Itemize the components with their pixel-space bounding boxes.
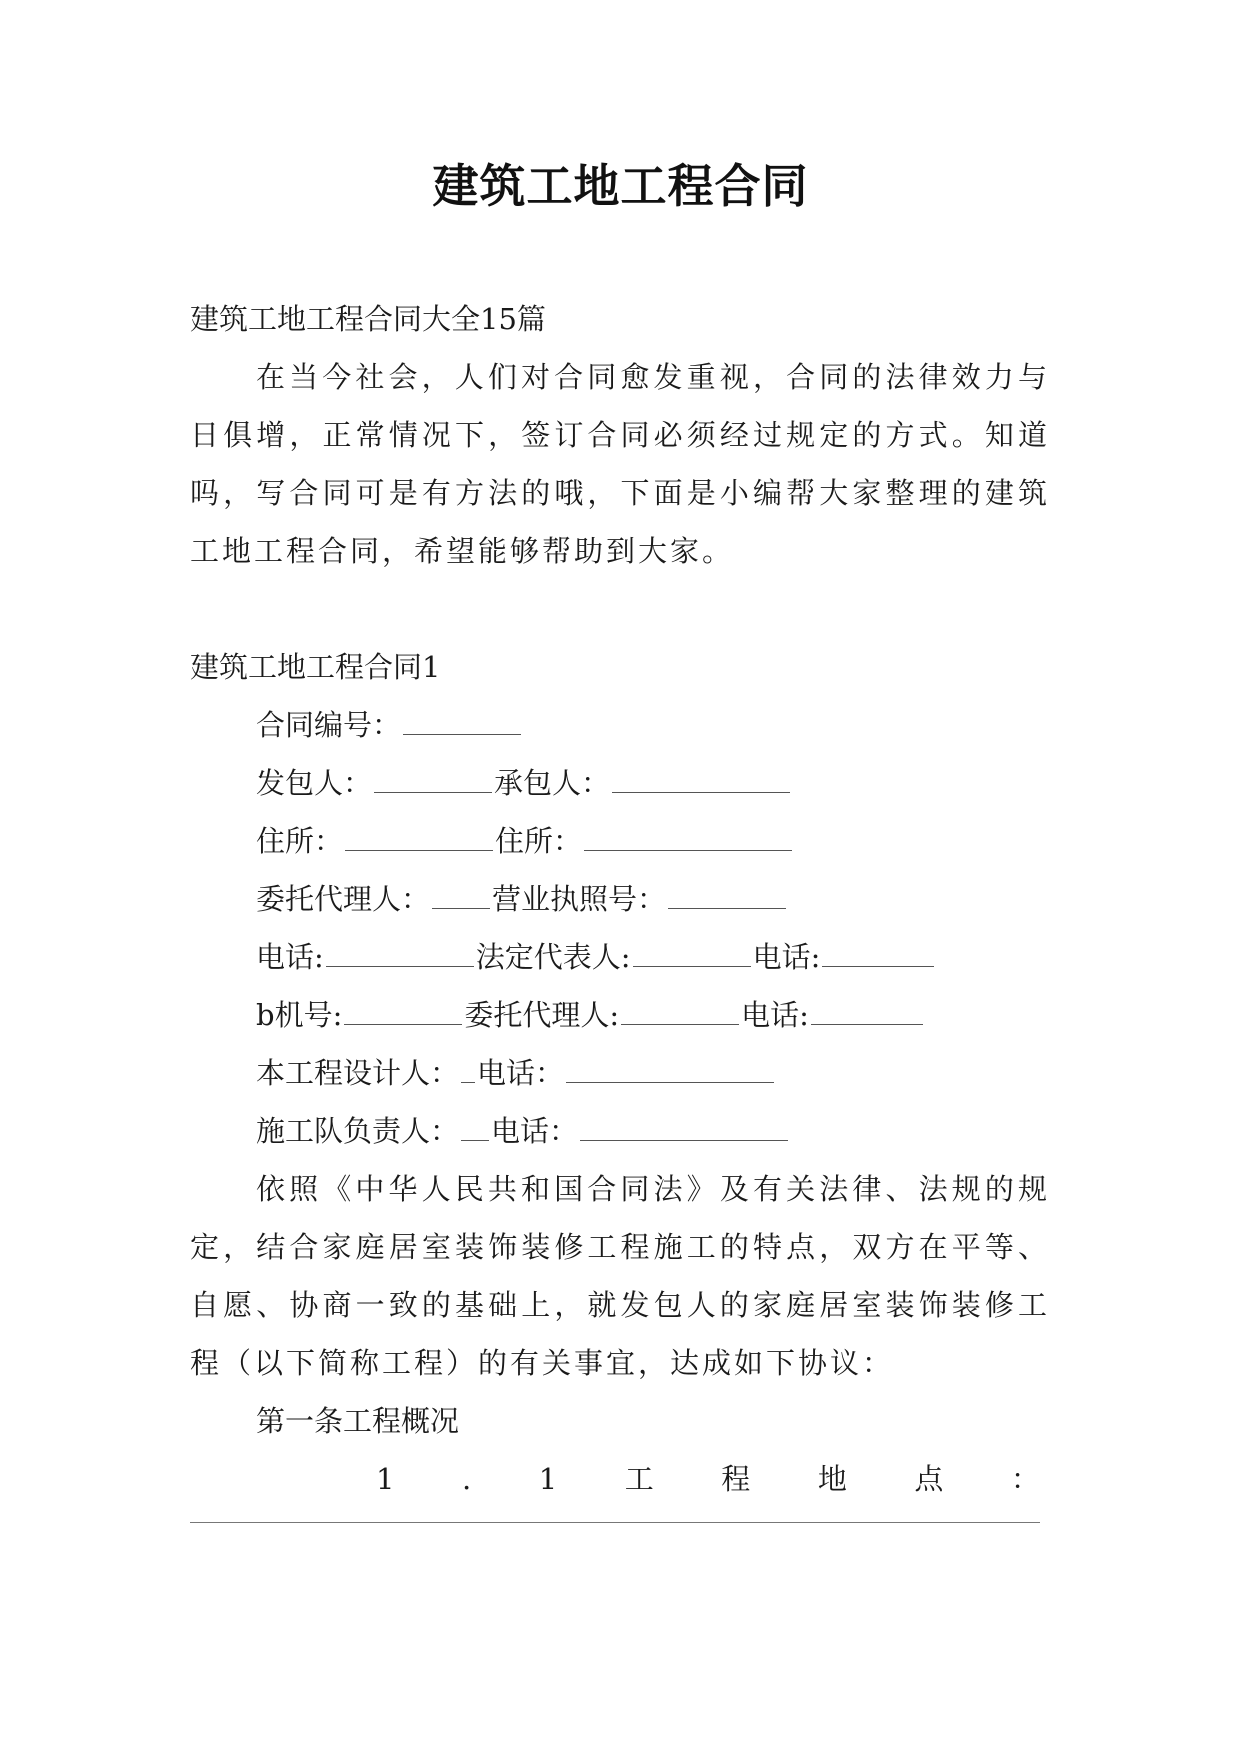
document-body xyxy=(190,290,1050,1523)
team-leader-line xyxy=(190,1102,1050,1160)
designer-phone-blank[interactable] xyxy=(566,1060,774,1083)
legal-rep-blank[interactable] xyxy=(633,944,751,967)
basis-paragraph: 依照《中华人民共和国合同法》及有关法律、法规的规定，结合家庭居室装饰装修工程施工的特点，双方在平等、自愿、协商一致的基础上，就发包人的家庭居室装饰装修工程（以下简称工程）的有关事宜，达成如下协议： xyxy=(190,1172,1050,1380)
phone3-label: 电话: xyxy=(741,998,809,1032)
agent-blank[interactable] xyxy=(432,886,490,909)
mobile-line xyxy=(190,986,1050,1044)
document-subtitle: 建筑工地工程合同大全15篇 xyxy=(190,302,546,336)
legal-rep-label: 法定代表人: xyxy=(475,940,631,974)
item-1-1-char: ： xyxy=(1010,1462,1040,1496)
agent2-label: 委托代理人: xyxy=(464,998,620,1032)
team-leader-blank[interactable] xyxy=(461,1118,489,1141)
contract-no-line xyxy=(190,696,1050,754)
team-phone-label: 电话： xyxy=(491,1114,579,1148)
contract-no-blank[interactable] xyxy=(403,712,521,735)
section-title: 建筑工地工程合同1 xyxy=(190,650,441,684)
phone2-label: 电话: xyxy=(752,940,821,974)
parties-line xyxy=(190,754,1050,812)
item-1-1-char: 1 xyxy=(376,1462,395,1496)
item-1-1-char: 工 xyxy=(624,1462,654,1496)
phone2-blank[interactable] xyxy=(822,944,934,967)
designer-label: 本工程设计人： xyxy=(256,1056,460,1090)
address1-blank[interactable] xyxy=(345,828,493,851)
phone-legal-line xyxy=(190,928,1050,986)
document-title: 建筑工地工程合同 xyxy=(432,159,809,213)
agent-line xyxy=(190,870,1050,928)
contractor-label: 承包人： xyxy=(494,766,611,800)
item-1-1-char: 点 xyxy=(914,1462,944,1496)
address2-blank[interactable] xyxy=(584,828,792,851)
team-leader-label: 施工队负责人： xyxy=(256,1114,460,1148)
project-location-blank[interactable] xyxy=(190,1522,1040,1523)
article1-heading: 第一条工程概况 xyxy=(256,1404,460,1438)
address-line xyxy=(190,812,1050,870)
phone1-blank[interactable] xyxy=(326,944,474,967)
item-1-1-char: . xyxy=(461,1462,472,1496)
agent2-blank[interactable] xyxy=(621,1002,739,1025)
designer-line xyxy=(190,1044,1050,1102)
phone1-label: 电话: xyxy=(256,940,324,974)
designer-blank[interactable] xyxy=(461,1060,475,1083)
mobile-blank[interactable] xyxy=(344,1002,462,1025)
license-label: 营业执照号： xyxy=(492,882,667,916)
item-1-1-char: 地 xyxy=(817,1462,847,1496)
phone3-blank[interactable] xyxy=(811,1002,923,1025)
contractor-blank[interactable] xyxy=(612,770,790,793)
item-1-1-char: 1 xyxy=(538,1462,558,1496)
item-1-1-line xyxy=(190,1450,1050,1508)
mobile-label: b机号: xyxy=(256,998,343,1032)
employer-blank[interactable] xyxy=(374,770,492,793)
address1-label: 住所： xyxy=(256,824,344,858)
designer-phone-label: 电话： xyxy=(477,1056,565,1090)
employer-label: 发包人： xyxy=(256,766,373,800)
team-phone-blank[interactable] xyxy=(580,1118,788,1141)
agent-label: 委托代理人： xyxy=(256,882,431,916)
intro-paragraph: 在当今社会，人们对合同愈发重视，合同的法律效力与日俱增，正常情况下，签订合同必须经过规定的方式。知道吗，写合同可是有方法的哦，下面是小编帮大家整理的建筑工地工程合同，希望能够帮助到大家。 xyxy=(190,360,1050,568)
spacer xyxy=(190,580,1050,638)
license-blank[interactable] xyxy=(668,886,786,909)
item-1-1-char: 程 xyxy=(721,1462,751,1496)
contract-no-label: 合同编号： xyxy=(256,708,402,742)
address2-label: 住所： xyxy=(495,824,583,858)
